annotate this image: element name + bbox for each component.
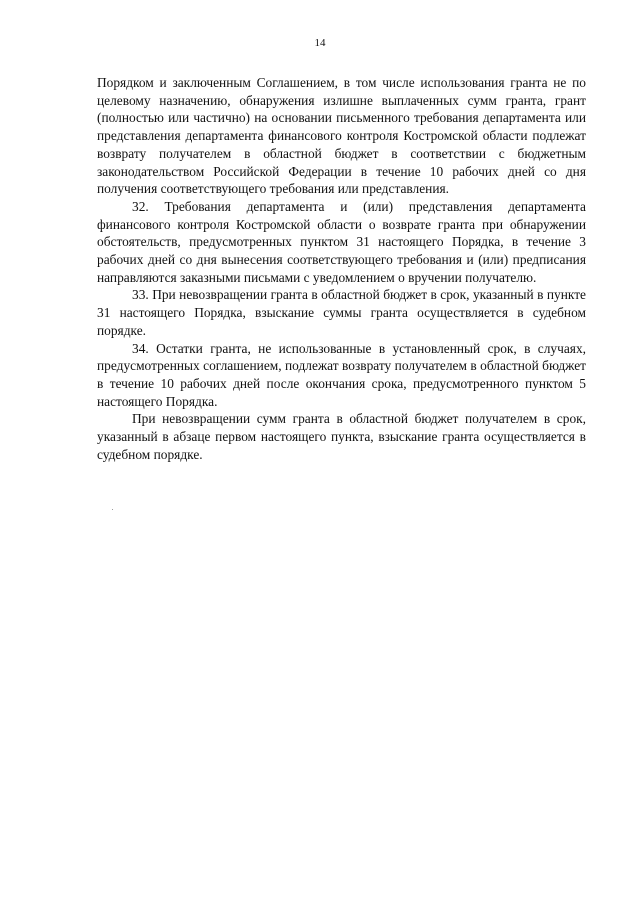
paragraph-33: 33. При невозвращении гранта в областной бюджет в срок, указанный в пункте 31 настоящего Порядка, взыскание суммы гранта осуществляется в судебном порядке. (97, 287, 586, 338)
paragraph-34-part-2: При невозвращении сумм гранта в областной бюджет получателем в срок, указанный в абзаце первом настоящего пункта, взыскание гранта осуществляется в судебном порядке. (97, 411, 586, 462)
scan-speck (112, 509, 113, 510)
paragraph-32: 32. Требования департамента и (или) представления департамента финансового контроля Костромской области о возврате гранта при обнаружении обстоятельств, предусмотренных пунктом 31 настоящего Порядка, в течение 3 рабочих дней со дня вынесения соответствующего требования и (или) предписания направляются заказными письмами с уведомлением о вручении получателю. (97, 198, 586, 285)
page-number: 14 (314, 37, 326, 49)
document-body (97, 74, 586, 463)
paragraph-continuation: Порядком и заключенным Соглашением, в том числе использования гранта не по целевому назначению, обнаружения излишне выплаченных сумм гранта, грант (полностью или частично) на основании письменного требования департамента или представления департамента финансового контроля Костромской области подлежат возврату получателем в областной бюджет в соответствии с бюджетным законодательством Российской Федерации в течение 10 рабочих дней со дня получения соответствующего требования или представления. (97, 75, 586, 197)
paragraph-34: 34. Остатки гранта, не использованные в установленный срок, в случаях, предусмотренных соглашением, подлежат возврату получателем в областной бюджет в течение 10 рабочих дней после окончания срока, предусмотренного пунктом 5 настоящего Порядка. (97, 340, 586, 409)
